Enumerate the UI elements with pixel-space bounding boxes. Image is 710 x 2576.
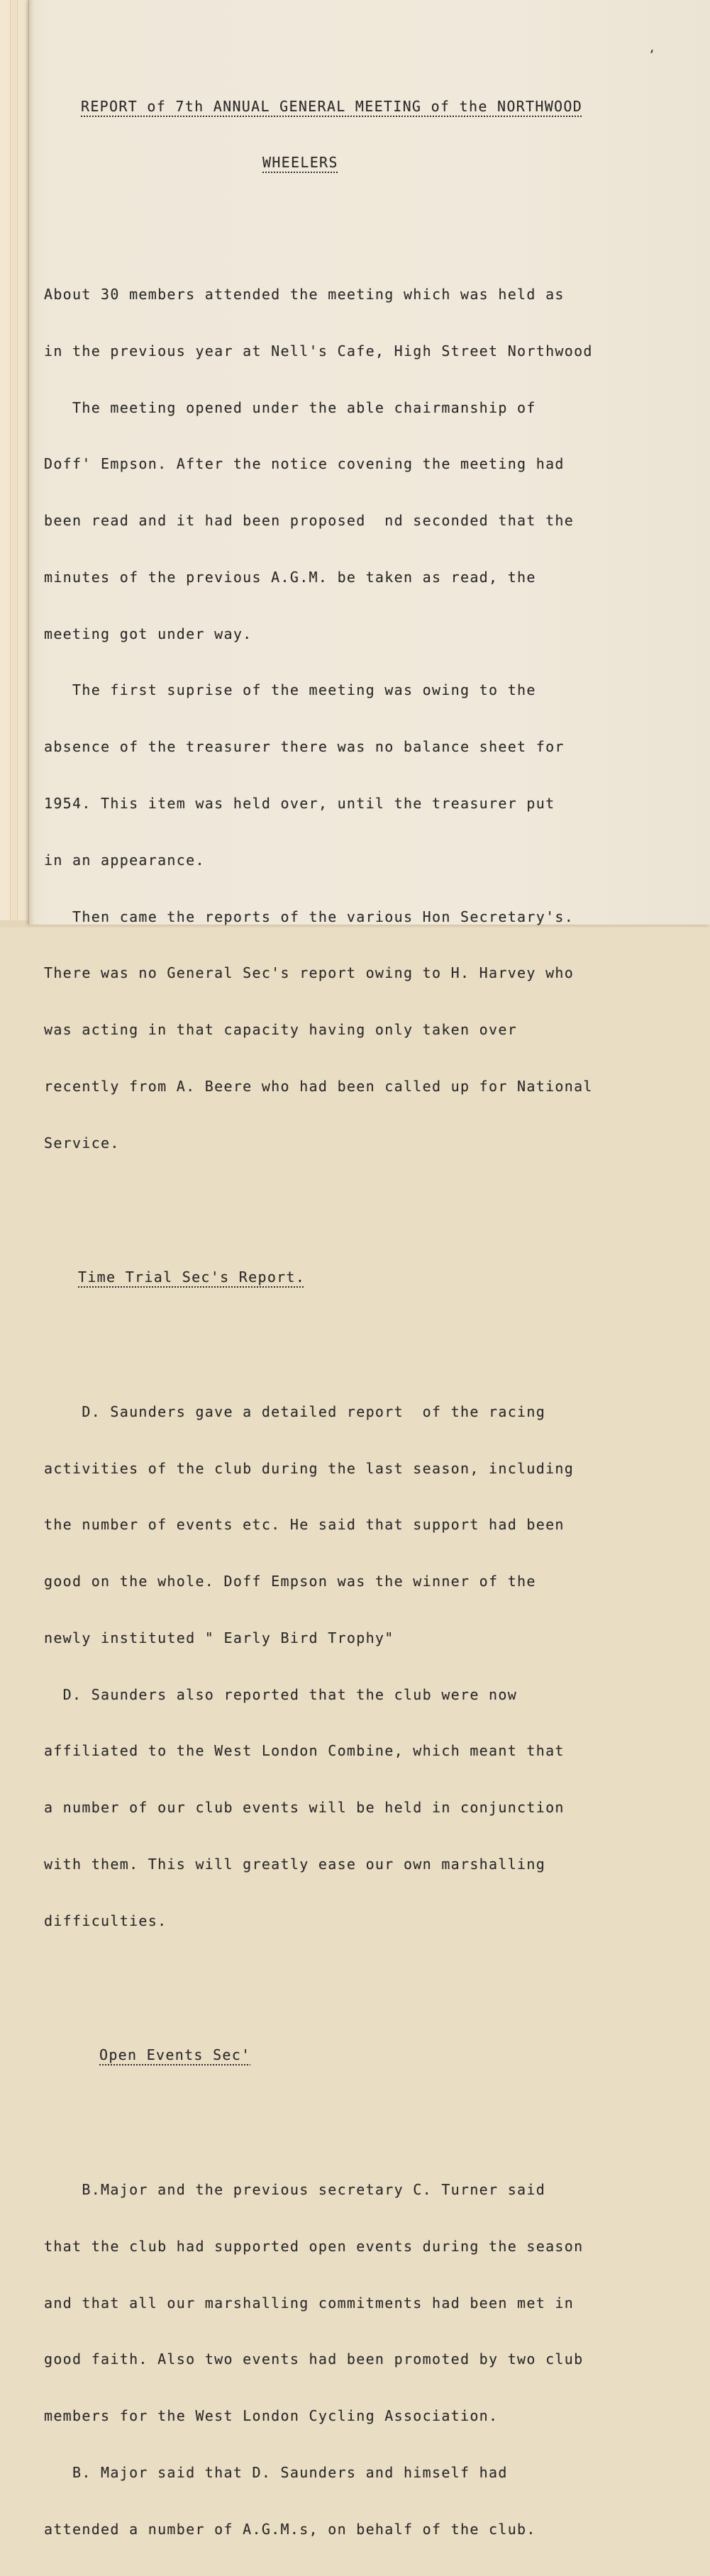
- intro-line: Doff' Empson. After the notice covening the meeting had: [44, 455, 565, 473]
- section-2-line: B. Major said that D. Saunders and himself had: [44, 2463, 508, 2481]
- intro-line: absence of the treasurer there was no balance sheet for: [44, 738, 565, 756]
- intro-line: There was no General Sec's report owing to H. Harvey who: [44, 964, 575, 982]
- section-1-line: D. Saunders also reported that the club were now: [44, 1685, 518, 1703]
- spacer: [44, 1987, 697, 2008]
- section-2-line: B.Major and the previous secretary C. Turner said: [44, 2180, 546, 2198]
- intro-line: in the previous year at Nell's Cafe, High Street Northwood: [44, 342, 593, 359]
- spacer: [44, 1209, 697, 1230]
- spacer: [44, 1325, 697, 1346]
- section-1-line: D. Saunders gave a detailed report of the racing: [44, 1403, 546, 1420]
- intro-line: meeting got under way.: [44, 625, 253, 642]
- section-2-line: good faith. Also two events had been promoted by two club: [44, 2351, 584, 2368]
- report-title-line-1: REPORT of 7th ANNUAL GENERAL MEETING of the NORTHWOOD: [81, 98, 583, 116]
- section-1-line: difficulties.: [44, 1912, 167, 1929]
- section-1-line: newly instituted " Early Bird Trophy": [44, 1629, 394, 1646]
- section-heading-time-trial: Time Trial Sec's Report.: [78, 1269, 306, 1286]
- section-2-line: that the club had supported open events during the season: [44, 2237, 584, 2255]
- intro-line: recently from A. Beere who had been called up for National: [44, 1077, 593, 1095]
- section-2-line: members for the West London Cycling Association.: [44, 2407, 499, 2425]
- intro-line: was acting in that capacity having only taken over: [44, 1021, 518, 1039]
- section-heading-open-events: Open Events Sec': [99, 2046, 251, 2064]
- section-1-line: affiliated to the West London Combine, which meant that: [44, 1742, 565, 1760]
- report-title-line-2: WHEELERS: [262, 154, 338, 172]
- section-1-line: the number of events etc. He said that support had been: [44, 1516, 565, 1534]
- section-2-line: and that all our marshalling commitments had been met in: [44, 2294, 575, 2312]
- intro-line: been read and it had been proposed nd seconded that the: [44, 512, 575, 530]
- section-1-line: a number of our club events will be held in conjunction: [44, 1799, 565, 1817]
- spacer: [44, 210, 697, 229]
- intro-line: Service.: [44, 1134, 120, 1152]
- page-edge: [17, 0, 28, 927]
- section-1-line: good on the whole. Doff Empson was the winner of the: [44, 1573, 536, 1590]
- section-1-line: activities of the club during the last season, including: [44, 1459, 575, 1477]
- intro-line: About 30 members attended the meeting which was held as: [44, 285, 565, 303]
- section-1-line: with them. This will greatly ease our own marshalling: [44, 1856, 546, 1873]
- typed-report: [44, 60, 697, 2576]
- intro-line: in an appearance.: [44, 851, 205, 869]
- intro-line: minutes of the previous A.G.M. be taken as read, the: [44, 568, 536, 586]
- intro-line: The meeting opened under the able chairmanship of: [44, 398, 536, 416]
- spacer: [44, 2102, 697, 2124]
- intro-line: 1954. This item was held over, until the treasurer put: [44, 794, 555, 812]
- section-2-line: attended a number of A.G.M.s, on behalf of the club.: [44, 2520, 536, 2538]
- intro-line: The first suprise of the meeting was owing to the: [44, 681, 536, 699]
- intro-line: Then came the reports of the various Hon Secretary's.: [44, 908, 575, 925]
- page-edge: [0, 0, 10, 927]
